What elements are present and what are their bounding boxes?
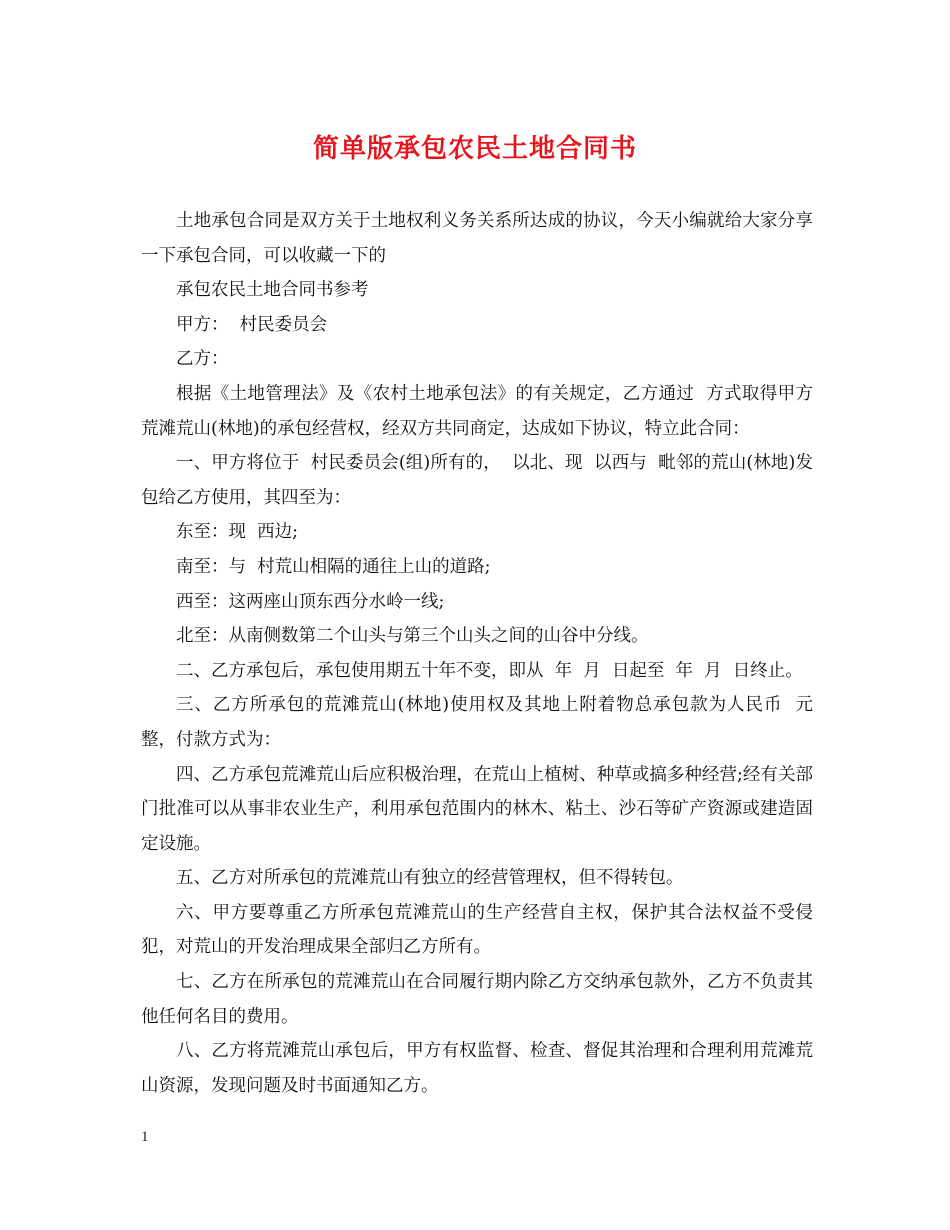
document-body <box>141 204 813 1103</box>
paragraph-boundary-east: 东至：现 西边; <box>176 522 299 543</box>
page-number: 1 <box>141 1129 149 1145</box>
paragraph-party-a: 甲方： 村民委员会 <box>176 314 328 335</box>
paragraph-clause-1: 一、甲方将位于 村民委员会(组)所有的， 以北、现 以西与 毗邻的荒山(林地)发包给乙方使用，其四至为： <box>141 453 813 508</box>
paragraph-clause-4: 四、乙方承包荒滩荒山后应积极治理，在荒山上植树、种草或搞多种经营;经有关部门批准可以从事非农业生产，利用承包范围内的林木、粘土、沙石等矿产资源或建造固定设施。 <box>141 764 813 854</box>
paragraph-clause-6: 六、甲方要尊重乙方所承包荒滩荒山的生产经营自主权，保护其合法权益不受侵犯，对荒山的开发治理成果全部归乙方所有。 <box>141 902 813 958</box>
paragraph-boundary-south: 南至：与 村荒山相隔的通往上山的道路; <box>176 556 491 577</box>
paragraph-clause-7: 七、乙方在所承包的荒滩荒山在合同履行期内除乙方交纳承包款外，乙方不负责其他任何名目的费用。 <box>141 972 813 1027</box>
paragraph-intro: 土地承包合同是双方关于土地权利义务关系所达成的协议，今天小编就给大家分享一下承包合同，可以收藏一下的 <box>141 211 813 266</box>
paragraph-clause-8: 八、乙方将荒滩荒山承包后，甲方有权监督、检查、督促其治理和合理利用荒滩荒山资源，发现问题及时书面通知乙方。 <box>141 1041 813 1096</box>
paragraph-clause-2: 二、乙方承包后，承包使用期五十年不变，即从 年 月 日起至 年 月 日终止。 <box>176 660 803 681</box>
paragraph-clause-3: 三、乙方所承包的荒滩荒山(林地)使用权及其地上附着物总承包款为人民币 元整，付款方式为： <box>141 695 813 750</box>
paragraph-subtitle: 承包农民土地合同书参考 <box>176 280 369 301</box>
paragraph-party-b: 乙方： <box>176 349 229 370</box>
paragraph-boundary-west: 西至：这两座山顶东西分水岭一线; <box>176 591 445 612</box>
paragraph-basis: 根据《土地管理法》及《农村土地承包法》的有关规定，乙方通过 方式取得甲方荒滩荒山(林地)的承包经营权，经双方共同商定，达成如下协议，特立此合同： <box>141 383 813 439</box>
paragraph-boundary-north: 北至：从南侧数第二个山头与第三个山头之间的山谷中分线。 <box>176 626 649 647</box>
paragraph-clause-5: 五、乙方对所承包的荒滩荒山有独立的经营管理权，但不得转包。 <box>176 868 684 889</box>
document-title: 简单版承包农民土地合同书 <box>312 134 637 164</box>
